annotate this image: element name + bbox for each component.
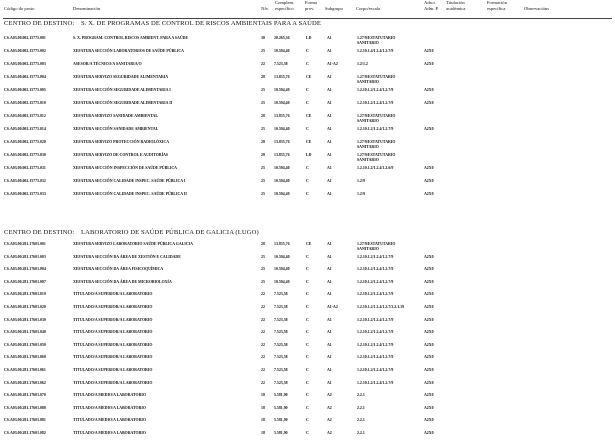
cell-forma: C <box>306 317 309 322</box>
cell-complemento: 7.523,58 <box>274 305 288 309</box>
cell-subgrupo: A1 <box>327 242 332 246</box>
cell-denominacion: TITULADO/A SUPERIOR/A LABORATORIO <box>73 342 153 347</box>
cell-codigo: CS.A03.00.281.17601.061 <box>4 368 46 372</box>
cell-subgrupo: A1 <box>327 140 332 144</box>
cell-codigo: CS.A03.00.281.17601.082 <box>4 431 46 435</box>
cell-codigo: CS.A03.00.281.17601.004 <box>4 267 46 272</box>
cell-codigo: CS.A03.00.281.17601.062 <box>4 380 46 385</box>
cell-forma: CE <box>306 140 312 144</box>
cell-nivel: 22 <box>261 355 265 360</box>
cell-subgrupo: A1 <box>327 127 332 131</box>
cell-corpo: 1.2.10.1.2/1.2.4/1.2.7/9 <box>357 355 394 360</box>
cell-corpo: 1.2.10.1.2/1.2.4/1.2.7/9 <box>357 267 394 272</box>
cell-subgrupo: A1 <box>327 342 332 347</box>
cell-nivel: 25 <box>261 88 265 92</box>
table-row <box>0 355 615 367</box>
table-row <box>0 179 615 191</box>
cell-denominacion: XEFATURA SECCIÓN DA ÁREA DE XESTIÓN E CALIDADE <box>73 254 181 259</box>
cell-subgrupo: A1-A2 <box>327 62 338 66</box>
header-denominacion: Denominación <box>73 6 101 11</box>
cell-codigo: CS.A03.00.281.17601.070 <box>4 393 46 398</box>
cell-adscr: A2X0 <box>424 166 434 170</box>
cell-forma: CE <box>306 242 312 246</box>
cell-subgrupo: A1 <box>327 114 332 118</box>
cell-subgrupo: A1 <box>327 368 332 372</box>
table-row <box>0 292 615 304</box>
cell-denominacion: XEFATURA SECCIÓN LABORATORIOS DE SAÚDE PÚBLICA <box>73 49 184 53</box>
section-label: CENTRO DE DESTINO: <box>4 20 75 27</box>
cell-corpo: 1.2.10.1.2/1.2.4/1.2.7/9 <box>357 342 394 347</box>
cell-complemento: 10.594,40 <box>274 192 290 196</box>
header-complemento-line2: específico <box>275 6 294 11</box>
cell-corpo: 1.2/9 <box>357 192 365 196</box>
cell-nivel: 28 <box>261 114 265 118</box>
cell-complemento: 10.594,40 <box>274 179 290 183</box>
header-rule <box>3 18 612 19</box>
cell-forma: C <box>306 431 309 435</box>
cell-subgrupo: A1 <box>327 88 332 92</box>
cell-forma: C <box>306 49 309 53</box>
cell-corpo: 1.27/9/ESTATUTARIO SANITARIO <box>357 75 396 84</box>
cell-nivel: 25 <box>261 166 265 170</box>
table-row <box>0 127 615 139</box>
cell-denominacion: XEFATURA SERVIZO LABORATORIO SAÚDE PÚBLICA GALICIA <box>73 242 193 246</box>
cell-complemento: 10.594,40 <box>274 49 290 53</box>
cell-adscr: A2X0 <box>424 254 434 259</box>
table-row <box>0 343 615 355</box>
cell-complemento: 7.523,58 <box>274 355 288 360</box>
cell-codigo: CS.A03.00.281.17601.001 <box>4 242 46 246</box>
header-forma-line2: prov. <box>305 6 315 11</box>
cell-codigo: CS.A03.00.002.15775.003 <box>4 62 46 66</box>
header-adscr-line1: Adscr. <box>424 0 436 5</box>
cell-forma: C <box>306 101 309 105</box>
cell-corpo: 1.2/1.2 <box>357 62 368 66</box>
table-row <box>0 406 615 418</box>
cell-denominacion: TITULADO/A SUPERIOR/A LABORATORIO <box>73 330 153 335</box>
cell-codigo: CS.A03.00.002.15775.004 <box>4 75 46 79</box>
cell-complemento: 10.594,40 <box>274 166 290 170</box>
cell-codigo: CS.A03.00.002.15775.033 <box>4 192 46 196</box>
cell-nivel: 18 <box>261 418 265 423</box>
cell-subgrupo: A1 <box>327 279 332 284</box>
cell-complemento: 13.835,76 <box>274 242 290 246</box>
cell-subgrupo: A1 <box>327 166 332 170</box>
cell-nivel: 25 <box>261 49 265 53</box>
cell-denominacion: XEFATURA SECCIÓN SEGURIDADE ALIMENTARIA I <box>73 88 171 92</box>
cell-denominacion: XEFATURA SERVIZO DE CONTROL E AUDITORÍAS <box>73 153 169 157</box>
cell-complemento: 7.523,58 <box>274 368 288 372</box>
cell-corpo: 1.27/9/ESTATUTARIO SANITARIO <box>357 36 396 45</box>
cell-corpo: 1.2.10.1.2/1.2.4/1.2.7/9 <box>357 88 394 92</box>
table-row <box>0 393 615 405</box>
cell-nivel: 25 <box>261 279 265 284</box>
cell-complemento: 7.523,58 <box>274 330 288 335</box>
cell-complemento: 10.594,40 <box>274 101 290 105</box>
cell-denominacion: XEFATURA SECCIÓN DA ÁREA FISICOQUÍMICA <box>73 267 164 272</box>
cell-denominacion: XEFATURA SECCIÓN SEGURIDADE ALIMENTARIA II <box>73 101 173 105</box>
table-row <box>0 140 615 152</box>
cell-corpo: 1.2.10.1.2/1.2.4/1.2.7/9 <box>357 380 394 385</box>
cell-nivel: 28 <box>261 242 265 246</box>
cell-forma: C <box>306 127 309 131</box>
cell-nivel: 28 <box>261 75 265 79</box>
cell-corpo: 1.2.10.1.2/1.2.4/1.2.7/9 <box>357 127 394 131</box>
cell-corpo: 1.27/9/ESTATUTARIO SANITARIO <box>357 242 396 251</box>
cell-complemento: 5.581,90 <box>274 418 288 423</box>
cell-complemento: 5.581,90 <box>274 405 288 410</box>
cell-nivel: 25 <box>261 179 265 183</box>
cell-subgrupo: A1 <box>327 355 332 360</box>
table-row <box>0 431 615 443</box>
cell-denominacion: XEFATURA SECCIÓN DA ÁREA DE MICROBIOLOXÍA <box>73 279 172 284</box>
cell-nivel: 25 <box>261 267 265 272</box>
table-row <box>0 280 615 292</box>
cell-corpo: 1.2.10.1.2/1.2.4/1.2.7/9 <box>357 292 394 297</box>
table-row <box>0 62 615 74</box>
cell-denominacion: TITULADO/A SUPERIOR/A LABORATORIO <box>73 368 153 372</box>
cell-forma: C <box>306 279 309 284</box>
cell-complemento: 13.835,76 <box>274 140 290 144</box>
cell-adscr: A2X0 <box>424 393 434 398</box>
table-row <box>0 36 615 48</box>
cell-denominacion: S. X. PROGRAM. CONTROL RISCOS AMBIENT. PARA A SAÚDE <box>73 36 189 40</box>
cell-denominacion: TITULADO/A MEDIO/A LABORATORIO <box>73 405 146 410</box>
table-row <box>0 114 615 126</box>
cell-adscr: A2X0 <box>424 368 434 372</box>
cell-subgrupo: A1 <box>327 292 332 297</box>
cell-corpo: 1.2.10.1.2/1.2.4/1.2.7/2.2.1.19 <box>357 305 405 309</box>
header-codigo: Código do posto <box>4 6 35 11</box>
cell-nivel: 28 <box>261 153 265 157</box>
cell-codigo: CS.A03.00.281.17601.050 <box>4 342 46 347</box>
cell-codigo: CS.A03.00.281.17601.060 <box>4 355 46 360</box>
cell-adscr: A2X0 <box>424 355 434 360</box>
cell-adscr: A2X0 <box>424 179 434 183</box>
cell-corpo: 2.2.1 <box>357 418 365 423</box>
cell-adscr: A2X0 <box>424 405 434 410</box>
cell-subgrupo: A2 <box>327 431 332 435</box>
cell-adscr: A2X0 <box>424 192 434 196</box>
table-row <box>0 101 615 113</box>
cell-nivel: 28 <box>261 140 265 144</box>
cell-corpo: 1.27/9/ESTATUTARIO SANITARIO <box>357 140 396 149</box>
cell-complemento: 7.523,58 <box>274 380 288 385</box>
cell-adscr: A2X0 <box>424 380 434 385</box>
cell-complemento: 10.594,40 <box>274 254 290 259</box>
cell-adscr: A2X0 <box>424 317 434 322</box>
cell-subgrupo: A1 <box>327 75 332 79</box>
cell-forma: LD <box>306 153 312 157</box>
cell-complemento: 5.581,90 <box>274 431 288 435</box>
cell-forma: C <box>306 166 309 170</box>
cell-adscr: A2X0 <box>424 49 434 53</box>
cell-subgrupo: A1 <box>327 380 332 385</box>
table-row <box>0 318 615 330</box>
cell-complemento: 13.835,76 <box>274 153 290 157</box>
cell-forma: C <box>306 88 309 92</box>
section-label: CENTRO DE DESTINO: <box>4 229 75 236</box>
cell-complemento: 7.523,58 <box>274 62 288 66</box>
cell-forma: CE <box>306 75 312 79</box>
header-corpo: Corpo/escala <box>356 6 380 11</box>
table-row <box>0 75 615 87</box>
cell-forma: C <box>306 192 309 196</box>
cell-codigo: CS.A03.00.002.15775.014 <box>4 127 46 131</box>
cell-codigo: CS.A03.00.281.17601.081 <box>4 418 46 423</box>
header-subgrupo: Subgrupo <box>325 6 343 11</box>
cell-denominacion: TITULADO/A MEDIO/A LABORATORIO <box>73 393 146 398</box>
cell-codigo: CS.A03.00.002.15775.001 <box>4 36 46 40</box>
cell-corpo: 1.2.10.1.2/1.2.4/1.2.7/9 <box>357 317 394 322</box>
cell-subgrupo: A2 <box>327 405 332 410</box>
cell-subgrupo: A1-A2 <box>327 305 338 309</box>
cell-corpo: 1.2.10.1.2/1.2.4/1.2.6/9 <box>357 166 394 170</box>
cell-corpo: 1.2.10.1.4/1.2.4/1.2.7/9 <box>357 49 394 53</box>
cell-subgrupo: A1 <box>327 317 332 322</box>
cell-corpo: 1.2/9 <box>357 179 365 183</box>
cell-adscr: A2X0 <box>424 267 434 272</box>
cell-forma: C <box>306 267 309 272</box>
cell-corpo: 2.2.1 <box>357 431 365 435</box>
cell-denominacion: TITULADO/A SUPERIOR/A LABORATORIO <box>73 380 153 385</box>
cell-complemento: 5.581,90 <box>274 393 288 398</box>
cell-corpo: 1.2.10.1.2/1.2.4/1.2.7/9 <box>357 101 394 105</box>
cell-nivel: 30 <box>261 36 265 40</box>
table-row <box>0 166 615 178</box>
section-name: LABORATORIO DE SAÚDE PÚBLICA DE GALICIA (LUGO) <box>81 229 259 236</box>
cell-nivel: 22 <box>261 380 265 385</box>
cell-nivel: 25 <box>261 101 265 105</box>
cell-corpo: 1.2.10.1.2/1.2.4/1.2.7/9 <box>357 368 394 372</box>
cell-adscr: A2X0 <box>424 279 434 284</box>
cell-codigo: CS.A03.00.281.17601.040 <box>4 330 46 335</box>
table-row <box>0 153 615 165</box>
cell-denominacion: TITULADO/A MEDIO/A LABORATORIO <box>73 431 146 435</box>
cell-corpo: 1.27/9/ESTATUTARIO SANITARIO <box>357 114 396 123</box>
cell-subgrupo: A1 <box>327 179 332 183</box>
cell-nivel: 25 <box>261 254 265 259</box>
cell-denominacion: XEFATURA SERVIZO SEGURIDADE ALIMENTARIA <box>73 75 169 79</box>
cell-forma: C <box>306 330 309 335</box>
cell-adscr: A2X0 <box>424 292 434 297</box>
cell-adscr: A2X0 <box>424 88 434 92</box>
header-nivel: Nfv. <box>261 6 269 11</box>
cell-codigo: CS.A03.00.281.17601.007 <box>4 279 46 284</box>
cell-denominacion: XEFATURA SERVIZO SANIDADE AMBIENTAL <box>73 114 158 118</box>
header-adscr-line2: Adm. P. <box>424 6 439 11</box>
cell-nivel: 22 <box>261 305 265 309</box>
cell-forma: CE <box>306 114 312 118</box>
cell-complemento: 20.265,36 <box>274 36 290 40</box>
cell-adscr: A2X0 <box>424 330 434 335</box>
header-formacion-line1: Formación <box>487 0 507 5</box>
cell-adscr: A2X0 <box>424 127 434 131</box>
cell-denominacion: TITULADO/A SUPERIOR/A LABORATORIO <box>73 305 153 309</box>
cell-subgrupo: A1 <box>327 330 332 335</box>
cell-denominacion: TITULADO/A SUPERIOR/A LABORATORIO <box>73 317 153 322</box>
cell-forma: C <box>306 355 309 360</box>
cell-forma: C <box>306 368 309 372</box>
table-row <box>0 242 615 254</box>
cell-forma: C <box>306 393 309 398</box>
cell-complemento: 10.594,40 <box>274 88 290 92</box>
table-row <box>0 192 615 204</box>
cell-corpo: 1.2.10.1.2/1.2.4/1.2.7/9 <box>357 254 394 259</box>
cell-nivel: 22 <box>261 342 265 347</box>
cell-adscr: A2X0 <box>424 305 434 309</box>
cell-corpo: 2.2.1 <box>357 393 365 398</box>
cell-nivel: 22 <box>261 330 265 335</box>
cell-codigo: CS.A03.00.002.15775.032 <box>4 179 46 183</box>
cell-nivel: 22 <box>261 368 265 372</box>
header-titulacion-line2: académica <box>446 6 466 11</box>
header-titulacion-line1: Titulación <box>446 0 465 5</box>
cell-subgrupo: A1 <box>327 153 332 157</box>
section-name: S. X. DE PROGRAMAS DE CONTROL DE RISCOS AMBIENTAIS PARA A SAÚDE <box>81 20 321 27</box>
header-observacions: Observacións <box>524 6 550 11</box>
cell-subgrupo: A1 <box>327 49 332 53</box>
cell-codigo: CS.A03.00.281.17601.010 <box>4 292 46 297</box>
cell-complemento: 13.835,76 <box>274 114 290 118</box>
cell-forma: C <box>306 254 309 259</box>
cell-forma: C <box>306 305 309 309</box>
cell-corpo: 2.2.1 <box>357 405 365 410</box>
cell-subgrupo: A1 <box>327 101 332 105</box>
cell-denominacion: TITULADO/A MEDIO/A LABORATORIO <box>73 418 146 423</box>
cell-codigo: CS.A03.00.002.15775.030 <box>4 153 46 157</box>
cell-denominacion: TITULADO/A SUPERIOR/A LABORATORIO <box>73 355 153 360</box>
cell-corpo: 1.2.10.1.2/1.2.4/1.2.7/9 <box>357 279 394 284</box>
cell-subgrupo: A1 <box>327 267 332 272</box>
cell-forma: C <box>306 179 309 183</box>
header-forma-line1: Forma <box>305 0 317 5</box>
cell-forma: C <box>306 62 309 66</box>
cell-complemento: 13.835,76 <box>274 75 290 79</box>
table-row <box>0 305 615 317</box>
cell-adscr: A2X0 <box>424 62 434 66</box>
cell-complemento: 7.523,58 <box>274 317 288 322</box>
header-complemento-line1: Complem. <box>275 0 295 5</box>
cell-denominacion: XEFATURA SECCIÓN INSPECCIÓN DE SAÚDE PÚBLICA <box>73 166 177 170</box>
cell-adscr: A2X0 <box>424 101 434 105</box>
cell-codigo: CS.A03.00.002.15775.012 <box>4 114 46 118</box>
cell-complemento: 10.594,40 <box>274 279 290 284</box>
cell-forma: C <box>306 292 309 297</box>
cell-complemento: 7.523,58 <box>274 292 288 297</box>
cell-codigo: CS.A03.00.002.15775.002 <box>4 49 46 53</box>
cell-corpo: 1.27/9/ESTATUTARIO SANITARIO <box>357 153 396 162</box>
cell-codigo: CS.A03.00.281.17601.003 <box>4 254 46 259</box>
cell-denominacion: XEFATURA SECCIÓN CALIDADE INSPEC. SAÚDE PÚBLICA II <box>73 192 187 196</box>
cell-nivel: 22 <box>261 317 265 322</box>
cell-complemento: 7.523,58 <box>274 342 288 347</box>
cell-adscr: A2X0 <box>424 431 434 435</box>
cell-forma: C <box>306 405 309 410</box>
cell-subgrupo: A1 <box>327 254 332 259</box>
cell-complemento: 10.594,40 <box>274 127 290 131</box>
cell-adscr: A2X0 <box>424 342 434 347</box>
table-row <box>0 49 615 61</box>
cell-codigo: CS.A03.00.281.17601.030 <box>4 317 46 322</box>
cell-denominacion: XEFATURA SECCIÓN CALIDADE INSPEC. SAÚDE PÚBLICA I <box>73 179 186 183</box>
cell-forma: C <box>306 418 309 423</box>
table-row <box>0 381 615 393</box>
table-row <box>0 88 615 100</box>
cell-nivel: 25 <box>261 192 265 196</box>
cell-denominacion: XEFATURA SERVIZO PROTECCIÓN RADIOLÓXICA <box>73 140 170 144</box>
cell-forma: C <box>306 380 309 385</box>
cell-codigo: CS.A03.00.002.15775.031 <box>4 166 46 170</box>
cell-subgrupo: A1 <box>327 192 332 196</box>
cell-forma: LD <box>306 36 312 40</box>
table-row <box>0 330 615 342</box>
cell-codigo: CS.A03.00.002.15775.020 <box>4 140 46 144</box>
cell-nivel: 25 <box>261 127 265 131</box>
cell-codigo: CS.A03.00.002.15775.005 <box>4 88 46 92</box>
cell-codigo: CS.A03.00.281.17601.080 <box>4 405 46 410</box>
cell-nivel: 22 <box>261 292 265 297</box>
cell-complemento: 10.594,40 <box>274 267 290 272</box>
cell-nivel: 22 <box>261 62 265 66</box>
cell-codigo: CS.A03.00.002.15775.010 <box>4 101 46 105</box>
cell-forma: C <box>306 342 309 347</box>
cell-subgrupo: A2 <box>327 418 332 423</box>
table-row <box>0 418 615 430</box>
cell-denominacion: XEFATURA SECCIÓN SANIDADE AMBIENTAL <box>73 127 159 131</box>
cell-nivel: 18 <box>261 405 265 410</box>
cell-nivel: 18 <box>261 431 265 435</box>
table-row <box>0 368 615 380</box>
cell-denominacion: TITULADO/A SUPERIOR/A LABORATORIO <box>73 292 153 297</box>
cell-codigo: CS.A03.00.281.17601.020 <box>4 305 46 309</box>
cell-subgrupo: A2 <box>327 393 332 398</box>
table-row <box>0 267 615 279</box>
header-formacion-line2: específica <box>487 6 506 11</box>
cell-nivel: 18 <box>261 393 265 398</box>
table-row <box>0 255 615 267</box>
cell-subgrupo: A1 <box>327 36 332 40</box>
cell-corpo: 1.2.10.1.2/1.2.4/1.2.7/9 <box>357 330 394 335</box>
cell-denominacion: ASESOR/A TÉCNICO/A SANITARIA/O <box>73 62 142 66</box>
cell-adscr: A2X0 <box>424 418 434 423</box>
